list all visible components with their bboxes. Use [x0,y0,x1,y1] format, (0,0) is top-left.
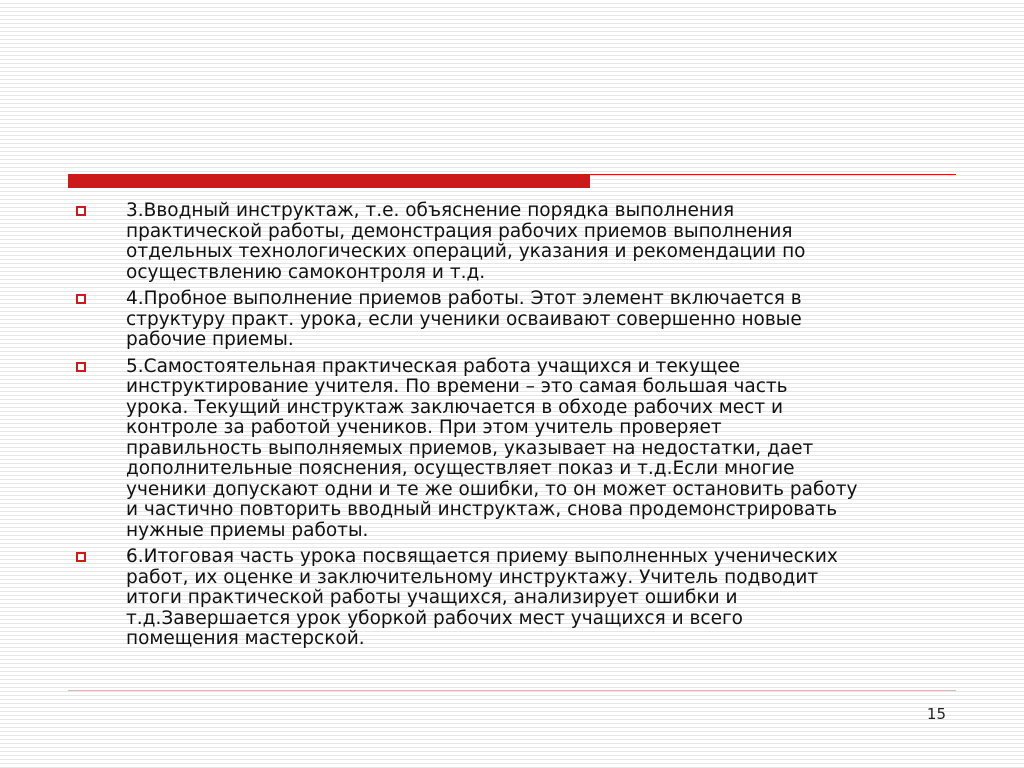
footer-rule [68,690,956,691]
header-red-bar [68,174,590,188]
page-number: 15 [926,705,946,723]
bullet-list [74,201,964,656]
list-item-text: 3.Вводный инструктаж, т.е. объяснение порядка выполнения практической работы, демонстрация рабочих приемов выполнения отдельных технологических операций, указания и рекомендации по осуществлению самоконтроля и т.д. [126,200,806,283]
square-bullet-icon [76,552,86,562]
list-item [74,289,964,351]
square-bullet-icon [76,294,86,304]
square-bullet-icon [76,362,86,372]
list-item [74,357,964,542]
list-item-text: 4.Пробное выполнение приемов работы. Этот элемент включается в структуру практ. урока, если ученики осваивают совершенно новые рабочие приемы. [126,288,802,350]
list-item [74,547,964,650]
square-bullet-icon [76,206,86,216]
header-rule [68,174,956,188]
list-item-text: 5.Самостоятельная практическая работа учащихся и текущее инструктирование учителя. По времени – это самая большая часть урока. Текущий инструктаж заключается в обходе рабочих мест и контроле за работой учеников. При этом учитель проверяет правильность выполняемых приемов, указывает на недостатки, дает дополнительные пояснения, осуществляет показ и т.д.Если многие ученики допускают одни и те же ошибки, то он может остановить работу и частично повторить вводный инструктаж, снова продемонстрировать нужные приемы работы. [126,355,858,541]
list-item-text: 6.Итоговая часть урока посвящается приему выполненных ученических работ, их оценке и заключительному инструктажу. Учитель подводит итоги практической работы учащихся, анализирует ошибки и т.д.Завершается урок уборкой рабочих мест учащихся и всего помещения мастерской. [126,546,838,649]
header-thin-line [590,174,956,175]
list-item [74,201,964,283]
